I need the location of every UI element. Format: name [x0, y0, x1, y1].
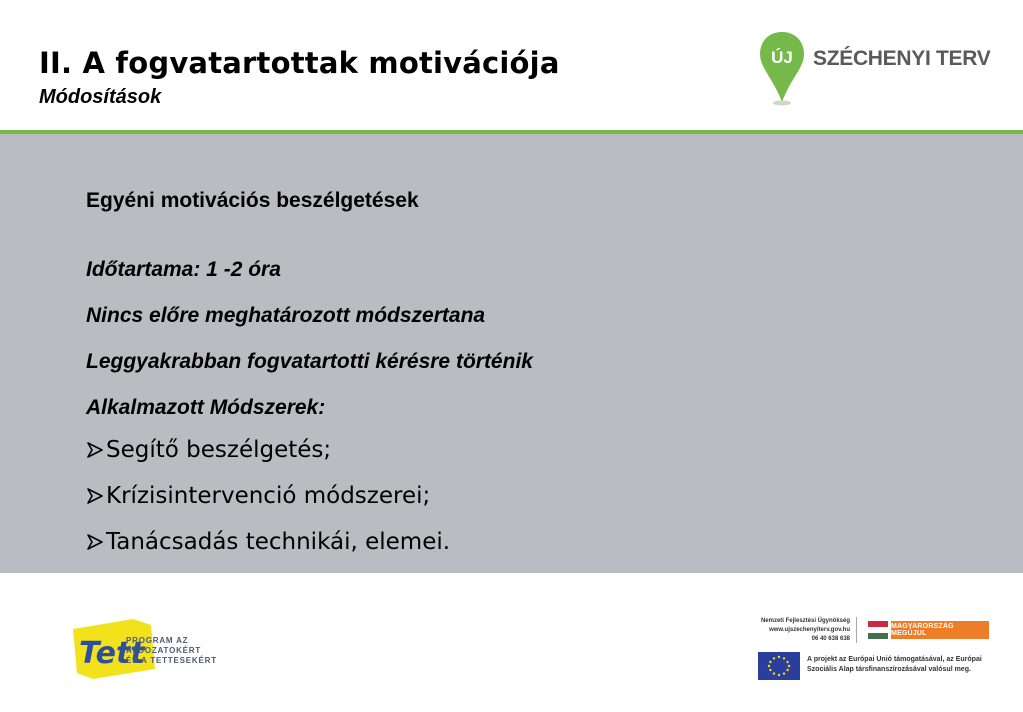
uj-szechenyi-terv-logo [757, 30, 997, 106]
svg-text:Tett: Tett [79, 636, 145, 671]
bullet-item [86, 437, 331, 463]
tett-program-caption [126, 636, 217, 666]
arrowhead-icon [86, 485, 104, 507]
nfu-org-info [758, 617, 850, 644]
sponsor-divider [856, 617, 857, 643]
bullet-text: Segítő beszélgetés; [106, 437, 332, 463]
nfu-org-line: www.ujszechenyiterv.gov.hu [769, 627, 850, 633]
content-line: Időtartama: 1 -2 óra [86, 258, 281, 281]
logo-wordmark: SZÉCHENYI TERV [813, 47, 991, 70]
slide-header [0, 0, 1023, 130]
bullet-item [86, 529, 450, 555]
nfu-sponsor-block [758, 617, 998, 697]
content-line: Nincs előre meghatározott módszertana [86, 304, 486, 327]
eu-funding-note: A projekt az Európai Unió támogatásával, az Európai Szociális Alap társfinanszírozásával valósul meg. [807, 656, 982, 673]
hungarian-flag-icon [868, 621, 888, 639]
slide-subtitle: Módosítások [39, 86, 162, 108]
tett-caption-line: ÁLDOZATOKÉRT [126, 646, 202, 655]
nfu-org-line: Nemzeti Fejlesztési Ügynökség [760, 618, 850, 624]
bullet-item [86, 483, 430, 509]
content-line: Leggyakrabban fogvatartotti kérésre történik [86, 350, 533, 373]
nfu-org-line: 06 40 638 638 [811, 636, 850, 642]
logo-pin-label: ÚJ [771, 48, 793, 67]
slide-footer [0, 573, 1023, 712]
slide-content [0, 134, 1023, 573]
bullet-text: Krízisintervenció módszerei; [106, 483, 431, 509]
location-pin-icon [757, 30, 807, 106]
eu-flag-icon [758, 652, 800, 680]
slide-title: II. A fogvatartottak motivációja [39, 46, 560, 80]
arrowhead-icon [86, 439, 104, 461]
content-heading: Egyéni motivációs beszélgetések [86, 189, 419, 212]
arrowhead-icon [86, 531, 104, 553]
tett-caption-line: PROGRAM AZ [126, 636, 189, 645]
content-line: Alkalmazott Módszerek: [86, 396, 326, 419]
bullet-text: Tanácsadás technikái, elemei. [106, 529, 451, 555]
magyarorszag-megujul-badge: MAGYARORSZÁG MEGÚJUL [891, 621, 989, 639]
tett-caption-line: ÉS A TETTESEKÉRT [126, 656, 217, 665]
